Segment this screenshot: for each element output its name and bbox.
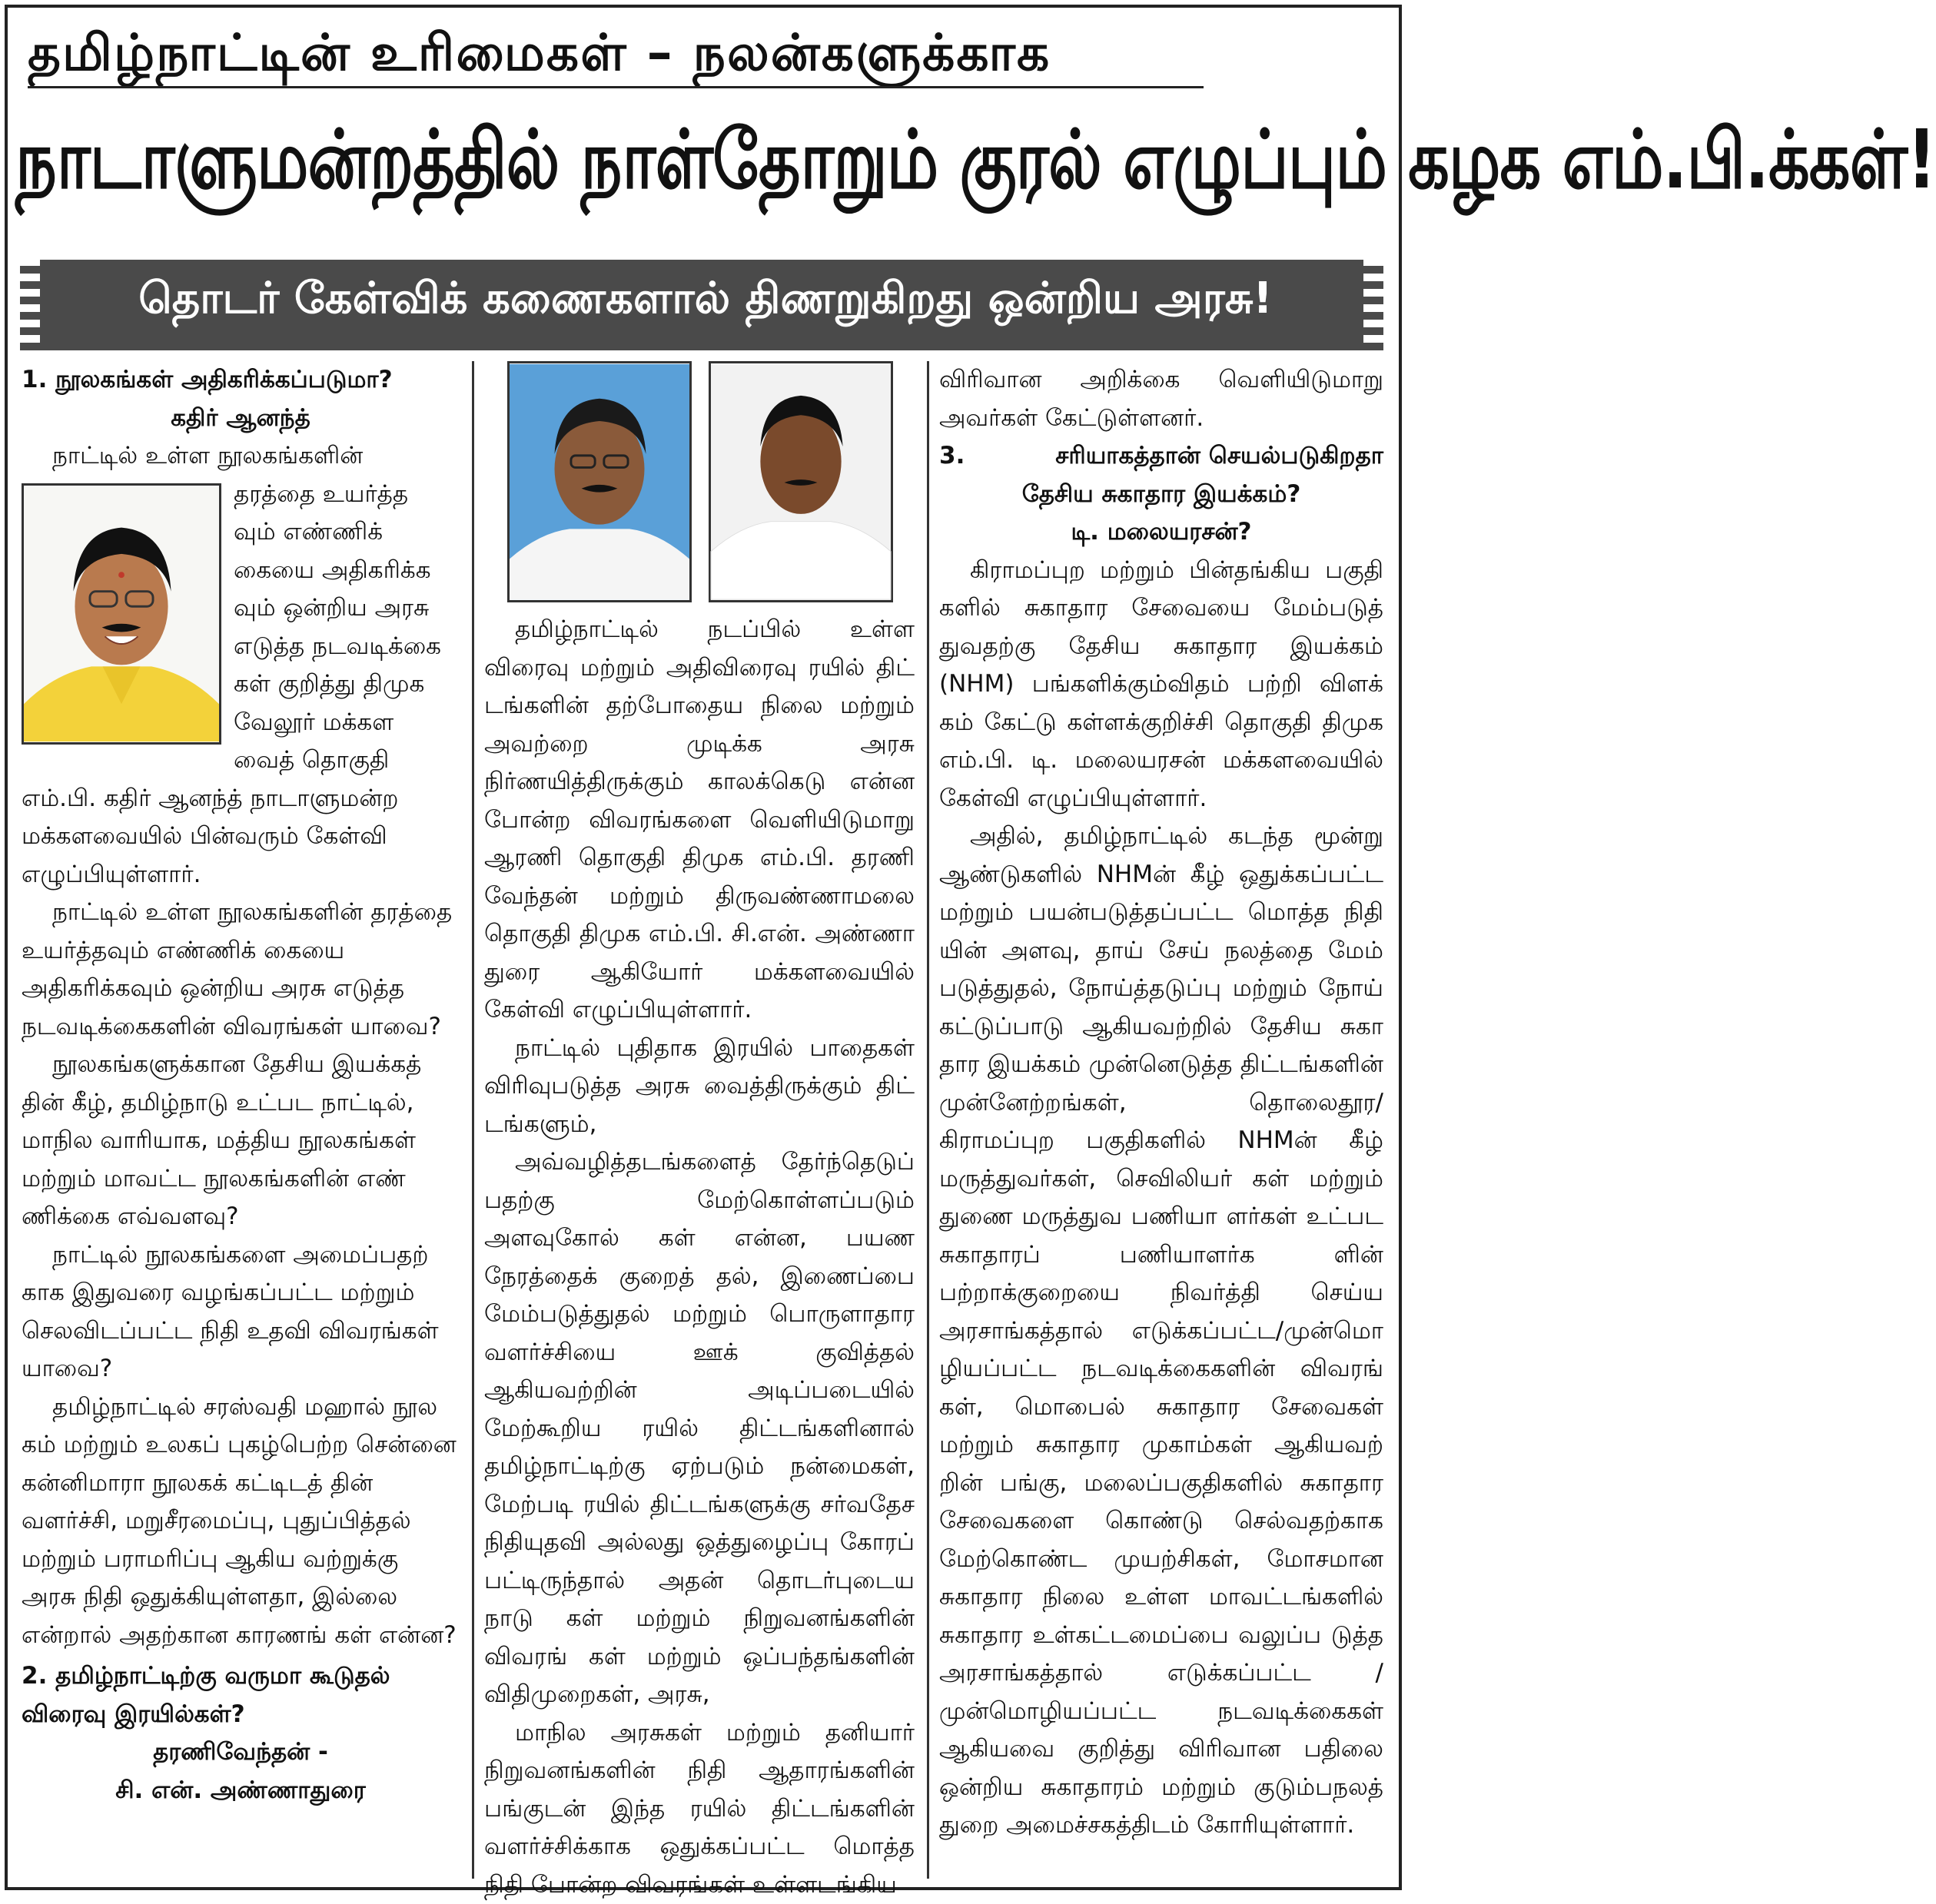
kicker-underline <box>28 86 1204 88</box>
photo-wrap-block <box>22 476 460 780</box>
q2-paragraph-2: நாட்டில் புதிதாக இரயில் பாதைகள் விரிவுபடுத்த அரசு வைத்திருக்கும் திட் டங்களும், <box>484 1030 915 1144</box>
column-1 <box>22 361 460 1809</box>
banner-left-edge <box>20 260 40 350</box>
portrait-kathir-anand-icon <box>24 486 219 742</box>
question-3-number: 3. <box>939 437 965 476</box>
question-2-author-2: சி. என். அண்ணாதுரை <box>22 1772 460 1810</box>
wrap-line: எடுத்த நடவடிக்கை <box>234 628 460 666</box>
wrap-line: கையை அதிகரிக்க <box>234 552 460 590</box>
q1-paragraph-4: நாட்டில் நூலகங்களை அமைப்பதற் காக இதுவரை வழங்கப்பட்ட மற்றும் செலவிடப்பட்ட நிதி உதவி விவரங்கள் யாவை? <box>22 1236 460 1388</box>
wrap-line: கள் குறித்து திமுக <box>234 665 460 704</box>
wrap-line: வும் எண்ணிக் <box>234 513 460 552</box>
annadurai-photo <box>709 361 893 602</box>
portrait-dharanivendhan-icon <box>510 363 689 600</box>
main-headline: நாடாளுமன்றத்தில் நாள்தோறும் குரல் எழுப்பும் கழக எம்.பி.க்கள்! <box>15 115 1391 204</box>
question-2-author-1: தரணிவேந்தன் - <box>22 1733 460 1772</box>
question-3-title-line-1 <box>939 437 1383 476</box>
q1-paragraph-1: எம்.பி. கதிர் ஆனந்த் நாடாளுமன்ற மக்களவையில் பின்வரும் கேள்வி எழுப்பியுள்ளார். <box>22 780 460 894</box>
question-1-author: கதிர் ஆனந்த் <box>22 400 460 438</box>
kicker-line: தமிழ்நாட்டின் உரிமைகள் – நலன்களுக்காக <box>28 23 1204 89</box>
q3-paragraph-2: அதில், தமிழ்நாட்டில் கடந்த மூன்று ஆண்டுகளில் NHMன் கீழ் ஒதுக்கப்பட்ட மற்றும் பயன்படுத்தப்பட்ட மொத்த நிதி யின் அளவு, தாய் சேய் நலத்தை மேம் படுத்துதல், நோய்த்தடுப்பு மற்றும் நோய் கட்டுப்பாடு ஆகியவற்றில் தேசிய சுகா தார இயக்கம் முன்னெடுத்த திட்டங்களின் முன்னேற்றங்கள், தொலைதூர/ கிராமப்புற பகுதிகளில் NHMன் கீழ் மருத்துவர்கள், செவிலியர் கள் மற்றும் துணை மருத்துவ பணியா ளர்கள் உட்பட சுகாதாரப் பணியாளர்க ளின் பற்றாக்குறையை நிவர்த்தி செய்ய அரசாங்கத்தால் எடுக்கப்பட்ட/முன்மொ ழியப்பட்ட நடவடிக்கைகளின் விவரங் கள், மொபைல் சுகாதார சேவைகள் மற்றும் சுகாதார முகாம்கள் ஆகியவற் றின் பங்கு, மலைப்பகுதிகளில் சுகாதார சேவைகளை கொண்டு செல்வதற்காக மேற்கொண்ட முயற்சிகள், மோசமான சுகாதார நிலை உள்ள மாவட்டங்களில் சுகாதார உள்கட்டமைப்பை வலுப்ப டுத்த அரசாங்கத்தால் எடுக்கப்பட்ட / முன்மொழியப்பட்ட நடவடிக்கைகள் ஆகியவை குறித்து விரிவான பதிலை ஒன்றிய சுகாதாரம் மற்றும் குடும்பநலத் துறை அமைச்சகத்திடம் கோரியுள்ளார். <box>939 818 1383 1845</box>
subhead-banner <box>22 260 1382 350</box>
q2-paragraph-3: அவ்வழித்தடங்களைத் தேர்ந்தெடுப் பதற்கு மேற்கொள்ளப்படும் அளவுகோல் கள் என்ன, பயண நேரத்தைக் குறைத் தல், இணைப்பை மேம்படுத்துதல் மற்றும் பொருளாதார வளர்ச்சியை ஊக் குவித்தல் ஆகியவற்றின் அடிப்படையில் மேற்கூறிய ரயில் திட்டங்களினால் தமிழ்நாட்டிற்கு ஏற்படும் நன்மைகள், மேற்படி ரயில் திட்டங்களுக்கு சர்வதேச நிதியுதவி அல்லது ஒத்துழைப்பு கோரப் பட்டிருந்தால் அதன் தொடர்புடைய நாடு கள் மற்றும் நிறுவனங்களின் விவரங் கள் மற்றும் ஒப்பந்தங்களின் விதிமுறைகள், அரசு, <box>484 1143 915 1714</box>
column-divider-2 <box>927 361 929 1879</box>
question-3-author: டி. மலையரசன்? <box>939 513 1383 552</box>
q1-paragraph-3: நூலகங்களுக்கான தேசிய இயக்கத் தின் கீழ், தமிழ்நாடு உட்பட நாட்டில், மாநில வாரியாக, மத்திய நூலகங்கள் மற்றும் மாவட்ட நூலகங்களின் எண் ணிக்கை எவ்வளவு? <box>22 1046 460 1236</box>
kathir-anand-photo <box>22 483 221 745</box>
banner-right-edge <box>1363 260 1383 350</box>
portrait-annadurai-icon <box>711 363 891 600</box>
wrap-line: தரத்தை உயர்த்த <box>234 476 460 514</box>
column-divider-1 <box>472 361 474 1879</box>
column-2 <box>484 611 915 1904</box>
question-2-title: 2. தமிழ்நாட்டிற்கு வருமா கூடுதல் விரைவு இரயில்கள்? <box>22 1657 460 1733</box>
dharanivendhan-photo <box>507 361 692 602</box>
q2-paragraph-1: தமிழ்நாட்டில் நடப்பில் உள்ள விரைவு மற்றும் அதிவிரைவு ரயில் திட் டங்களின் தற்போதைய நிலை மற்றும் அவற்றை முடிக்க அரசு நிர்ணயித்திருக்கும் காலக்கெடு என்ன போன்ற விவரங்களை வெளியிடுமாறு ஆரணி தொகுதி திமுக எம்.பி. தரணி வேந்தன் மற்றும் திருவண்ணாமலை தொகுதி திமுக எம்.பி. சி.என். அண்ணா துரை ஆகியோர் மக்களவையில் கேள்வி எழுப்பியுள்ளார். <box>484 611 915 1030</box>
subhead-text: தொடர் கேள்விக் கணைகளால் திணறுகிறது ஒன்றிய அரசு! <box>91 274 1320 329</box>
wrap-line: வேலூர் மக்கள <box>234 704 460 742</box>
q3-paragraph-1: கிராமப்புற மற்றும் பின்தங்கிய பகுதி களில் சுகாதார சேவையை மேம்படுத் துவதற்கு தேசிய சுகாதார இயக்கம் (NHM) பங்களிக்கும்விதம் பற்றி விளக் கம் கேட்டு கள்ளக்குறிச்சி தொகுதி திமுக எம்.பி. டி. மலையரசன் மக்களவையில் கேள்வி எழுப்பியுள்ளார். <box>939 552 1383 818</box>
column-3 <box>939 361 1383 1845</box>
question-3-title-part-1: சரியாகத்தான் செயல்படுகிறதா <box>1055 437 1383 476</box>
q2-paragraph-4: மாநில அரசுகள் மற்றும் தனியார் நிறுவனங்களின் நிதி ஆதாரங்களின் பங்குடன் இந்த ரயில் திட்டங்களின் வளர்ச்சிக்காக ஒதுக்கப்பட்ட மொத்த நிதி போன்ற விவரங்கள் உள்ளடங்கிய <box>484 1714 915 1904</box>
q1-paragraph-2: நாட்டில் உள்ள நூலகங்களின் தரத்தை உயர்த்தவும் எண்ணிக் கையை அதிகரிக்கவும் ஒன்றிய அரசு எடுத்த நடவடிக்கைகளின் விவரங்கள் யாவை? <box>22 894 460 1046</box>
q2-paragraph-end: விரிவான அறிக்கை வெளியிடுமாறு அவர்கள் கேட்டுள்ளனர். <box>939 361 1383 437</box>
q1-lead-line: நாட்டில் உள்ள நூலகங்களின் <box>22 437 460 476</box>
question-3-title-line-2: தேசிய சுகாதார இயக்கம்? <box>939 476 1383 514</box>
question-1-title: 1. நூலகங்கள் அதிகரிக்கப்படுமா? <box>22 361 460 400</box>
wrap-line: வைத் தொகுதி <box>234 741 460 780</box>
wrap-line: வும் ஒன்றிய அரசு <box>234 589 460 628</box>
q1-paragraph-5: தமிழ்நாட்டில் சரஸ்வதி மஹால் நூல கம் மற்றும் உலகப் புகழ்பெற்ற சென்னை கன்னிமாரா நூலகக் கட்டிடத் தின் வளர்ச்சி, மறுசீரமைப்பு, புதுப்பித்தல் மற்றும் பராமரிப்பு ஆகிய வற்றுக்கு அரசு நிதி ஒதுக்கியுள்ளதா, இல்லை என்றால் அதற்கான காரணங் கள் என்ன? <box>22 1388 460 1655</box>
wrap-text <box>234 476 460 780</box>
